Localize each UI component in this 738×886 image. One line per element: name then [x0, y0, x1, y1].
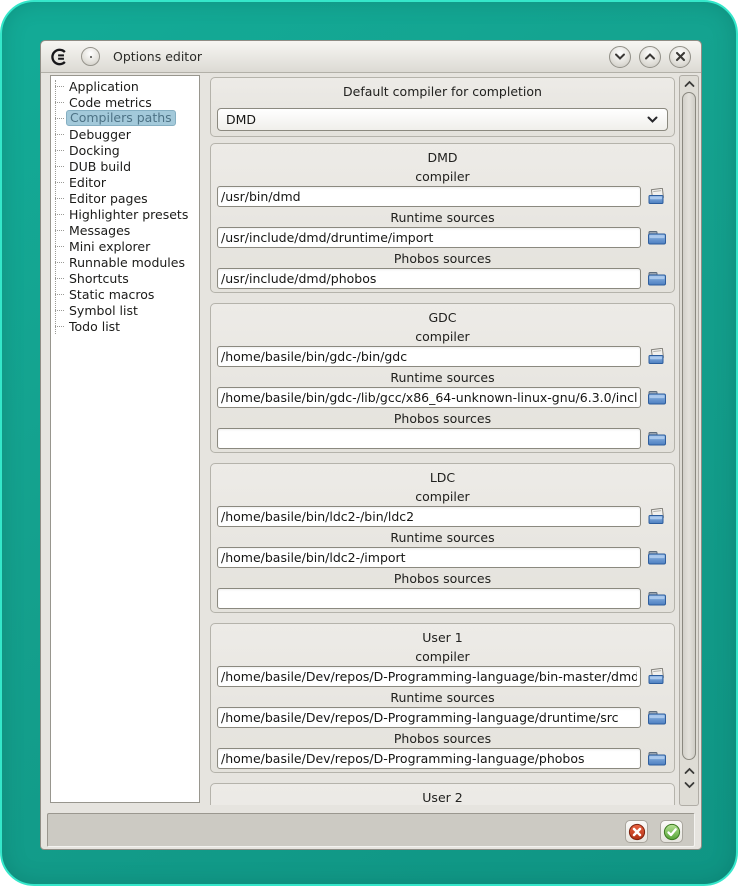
close-button[interactable]	[669, 46, 691, 68]
sidebar-item-compilers-paths[interactable]: Compilers paths	[51, 110, 199, 126]
dmd-compiler-input[interactable]	[217, 186, 641, 207]
compilers-paths-panel	[210, 75, 675, 805]
sidebar-item-mini-explorer[interactable]: Mini explorer	[51, 238, 199, 254]
pick-file-button[interactable]	[646, 187, 668, 207]
status-message-area	[47, 813, 695, 847]
pick-file-button[interactable]	[646, 347, 668, 367]
open-file-icon	[647, 508, 667, 525]
open-file-icon	[647, 348, 667, 365]
sidebar-item-docking[interactable]: Docking	[51, 142, 199, 158]
group-title: User 2	[422, 790, 463, 805]
sidebar-item-debugger[interactable]: Debugger	[51, 126, 199, 142]
default-compiler-select[interactable]	[217, 108, 668, 131]
dmd-runtime-input[interactable]	[217, 227, 641, 248]
group-title: Default compiler for completion	[343, 84, 542, 99]
pick-folder-button[interactable]	[646, 589, 668, 609]
compiler-label: compiler	[415, 649, 470, 664]
chevron-up-icon	[644, 52, 656, 61]
pick-folder-button[interactable]	[646, 749, 668, 769]
window-buttons	[609, 46, 691, 68]
group-title: User 1	[422, 630, 463, 645]
chevron-down-icon	[684, 781, 695, 789]
group-title: DMD	[427, 150, 458, 165]
vertical-scrollbar[interactable]	[679, 75, 699, 806]
pick-folder-button[interactable]	[646, 269, 668, 289]
sidebar-item-dub-build[interactable]: DUB build	[51, 158, 199, 174]
gdc-compiler-input[interactable]	[217, 346, 641, 367]
sidebar-item-editor-pages[interactable]: Editor pages	[51, 190, 199, 206]
open-file-icon	[647, 188, 667, 205]
sidebar-item-shortcuts[interactable]: Shortcuts	[51, 270, 199, 286]
compiler-label: compiler	[415, 489, 470, 504]
folder-icon	[647, 229, 667, 246]
runtime-sources-label: Runtime sources	[390, 690, 495, 705]
sidebar-item-code-metrics[interactable]: Code metrics	[51, 94, 199, 110]
phobos-sources-label: Phobos sources	[393, 251, 492, 266]
pick-folder-button[interactable]	[646, 388, 668, 408]
scroll-up-button-bottom[interactable]	[680, 764, 698, 778]
user2-group	[210, 783, 675, 805]
pick-folder-button[interactable]	[646, 548, 668, 568]
pick-file-button[interactable]	[646, 667, 668, 687]
user1-compiler-input[interactable]	[217, 666, 641, 687]
runtime-sources-label: Runtime sources	[390, 210, 495, 225]
statusbar	[41, 809, 701, 851]
ldc-phobos-input[interactable]	[217, 588, 641, 609]
scroll-down-button[interactable]	[680, 778, 698, 792]
sidebar-item-todo-list[interactable]: Todo list	[51, 318, 199, 334]
accept-button[interactable]	[660, 820, 683, 843]
sidebar-item-application[interactable]: Application	[51, 78, 199, 94]
pick-file-button[interactable]	[646, 507, 668, 527]
sidebar-item-static-macros[interactable]: Static macros	[51, 286, 199, 302]
gdc-runtime-input[interactable]	[217, 387, 641, 408]
folder-icon	[647, 549, 667, 566]
gdc-phobos-input[interactable]	[217, 428, 641, 449]
compiler-label: compiler	[415, 329, 470, 344]
options-editor-window	[40, 40, 702, 850]
close-icon	[675, 51, 686, 62]
titlebar[interactable]	[41, 41, 701, 73]
gdc-group	[210, 303, 675, 453]
group-title: GDC	[428, 310, 457, 325]
chevron-down-icon	[646, 115, 659, 124]
window-title: Options editor	[113, 49, 202, 64]
cancel-icon	[628, 823, 646, 841]
runtime-sources-label: Runtime sources	[390, 530, 495, 545]
sidebar-item-symbol-list[interactable]: Symbol list	[51, 302, 199, 318]
chevron-up-icon	[684, 767, 695, 775]
folder-icon	[647, 389, 667, 406]
dmd-group	[210, 143, 675, 293]
selected-compiler: DMD	[226, 112, 257, 127]
chevron-down-icon	[614, 52, 626, 61]
ldc-compiler-input[interactable]	[217, 506, 641, 527]
sidebar-item-editor[interactable]: Editor	[51, 174, 199, 190]
user1-phobos-input[interactable]	[217, 748, 641, 769]
ldc-runtime-input[interactable]	[217, 547, 641, 568]
scroll-up-button[interactable]	[680, 77, 698, 91]
default-compiler-group	[210, 77, 675, 137]
dmd-phobos-input[interactable]	[217, 268, 641, 289]
folder-icon	[647, 709, 667, 726]
user1-group	[210, 623, 675, 773]
folder-icon	[647, 590, 667, 607]
runtime-sources-label: Runtime sources	[390, 370, 495, 385]
sidebar-item-highlighter-presets[interactable]: Highlighter presets	[51, 206, 199, 222]
open-file-icon	[647, 668, 667, 685]
ldc-group	[210, 463, 675, 613]
pick-folder-button[interactable]	[646, 228, 668, 248]
pick-folder-button[interactable]	[646, 429, 668, 449]
phobos-sources-label: Phobos sources	[393, 731, 492, 746]
phobos-sources-label: Phobos sources	[393, 411, 492, 426]
app-logo-icon	[50, 48, 68, 66]
folder-icon	[647, 270, 667, 287]
sidebar-item-messages[interactable]: Messages	[51, 222, 199, 238]
group-title: LDC	[429, 470, 456, 485]
chevron-up-icon	[684, 80, 695, 88]
scrollbar-thumb[interactable]	[682, 92, 696, 760]
accept-icon	[663, 823, 681, 841]
category-tree	[50, 75, 200, 803]
folder-icon	[647, 430, 667, 447]
cancel-button[interactable]	[625, 820, 648, 843]
folder-icon	[647, 750, 667, 767]
pick-folder-button[interactable]	[646, 708, 668, 728]
phobos-sources-label: Phobos sources	[393, 571, 492, 586]
minimize-button[interactable]	[609, 46, 631, 68]
maximize-button[interactable]	[639, 46, 661, 68]
sidebar-item-runnable-modules[interactable]: Runnable modules	[51, 254, 199, 270]
compiler-label: compiler	[415, 169, 470, 184]
user1-runtime-input[interactable]	[217, 707, 641, 728]
window-menu-button[interactable]	[81, 47, 100, 66]
